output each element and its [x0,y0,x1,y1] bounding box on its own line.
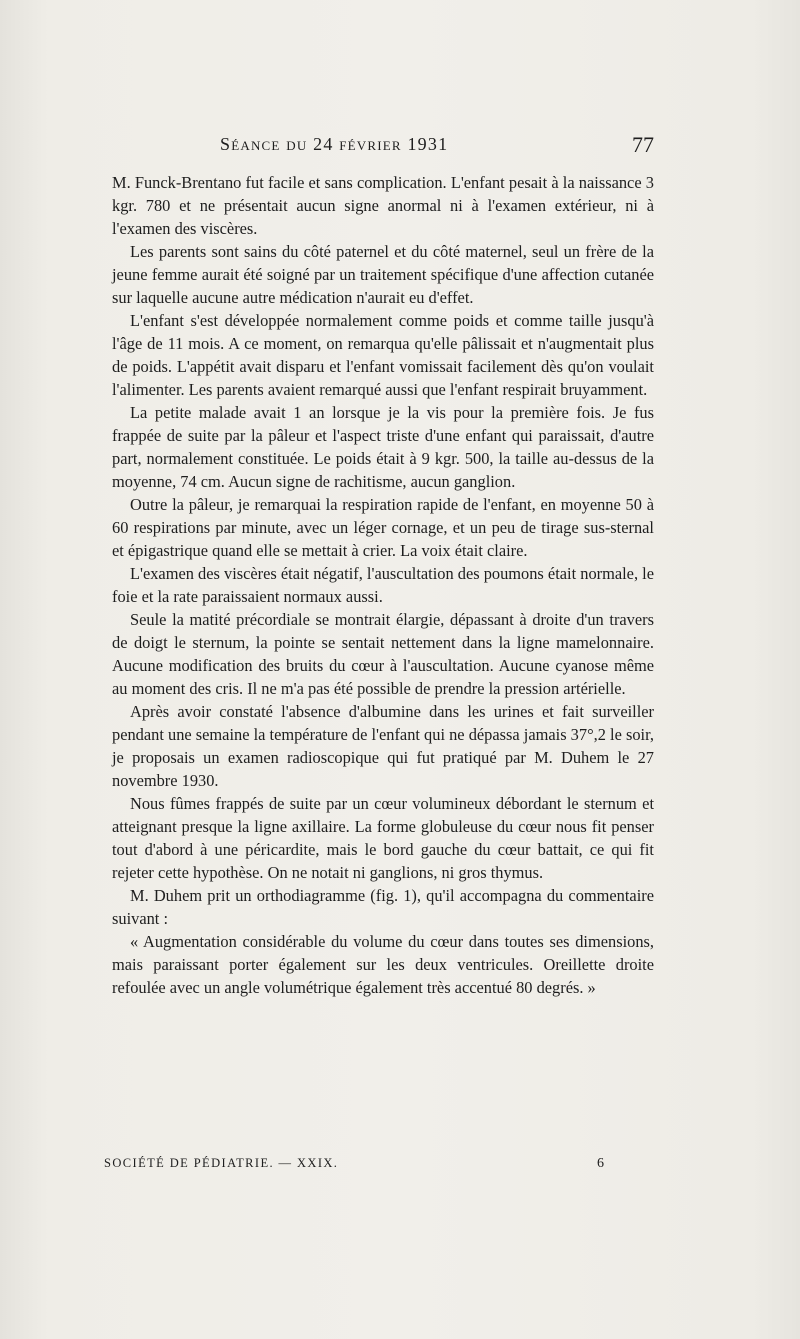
footer-journal: SOCIÉTÉ DE PÉDIATRIE. — XXIX. [104,1156,339,1170]
page-number: 77 [632,132,654,157]
signature-mark: 6 [597,1156,604,1171]
paragraph: Après avoir constaté l'absence d'albumine dans les urines et fait surveiller pendant une semaine la température de l'enfant qui ne dépassa jamais 37°,2 le soir, je proposais un examen radioscopique qui fut pratiqué par M. Duhem le 27 novembre 1930. [112,702,654,790]
page-header [100,132,656,164]
paragraph: Nous fûmes frappés de suite par un cœur volumineux débordant le sternum et atteignant presque la ligne axillaire. La forme globuleuse du cœur nous fit penser tout d'abord à une péricardite, mais le bord gauche du cœur battait, ce qui fit rejeter cette hypothèse. On ne notait ni ganglions, ni gros thymus. [112,794,654,882]
paragraph: Les parents sont sains du côté paternel et du côté maternel, seul un frère de la jeune femme aurait été soigné par un traitement spécifique d'une affection cutanée sur laquelle aucune autre médication n'aurait eu d'effet. [112,242,654,307]
paragraph: La petite malade avait 1 an lorsque je la vis pour la première fois. Je fus frappée de suite par la pâleur et l'aspect triste d'une enfant qui paraissait, d'autre part, normalement constituée. Le poids était à 9 kgr. 500, la taille au-dessus de la moyenne, 74 cm. Aucun signe de rachitisme, aucun ganglion. [112,403,654,491]
paragraph: L'examen des viscères était négatif, l'auscultation des poumons était normale, le foie et la rate paraissaient normaux aussi. [112,564,654,606]
paragraph: Outre la pâleur, je remarquai la respiration rapide de l'enfant, en moyenne 50 à 60 respirations par minute, avec un léger cornage, et un peu de tirage sus-sternal et épigastrique quand elle se mettait à crier. La voix était claire. [112,495,654,560]
paragraph: Seule la matité précordiale se montrait élargie, dépassant à droite d'un travers de doigt le sternum, la pointe se sentait nettement dans la ligne mamelonnaire. Aucune modification des bruits du cœur à l'auscultation. Aucune cyanose même au moment des cris. Il ne m'a pas été possible de prendre la pression artérielle. [112,610,654,698]
paragraph: L'enfant s'est développée normalement comme poids et comme taille jusqu'à l'âge de 11 mois. A ce moment, on remarqua qu'elle pâlissait et n'augmentait plus de poids. L'appétit avait disparu et l'enfant vomissait facilement dès qu'on voulait l'alimenter. Les parents avaient remarqué aussi que l'enfant respirait bruyamment. [112,311,654,399]
page-footer [104,1156,604,1180]
paragraph: « Augmentation considérable du volume du cœur dans toutes ses dimensions, mais paraissant porter également sur les deux ventricules. Oreillette droite refoulée avec un angle volumétrique également très accentué 80 degrés. » [112,932,654,997]
paragraph: M. Duhem prit un orthodiagramme (fig. 1), qu'il accompagna du commentaire suivant : [112,886,654,928]
body-text [112,171,654,999]
paragraph: M. Funck-Brentano fut facile et sans complication. L'enfant pesait à la naissance 3 kgr. 780 et ne présentait aucun signe anormal ni à l'examen extérieur, ni à l'examen des viscères. [112,173,654,238]
running-head: Séance du 24 février 1931 [220,134,449,154]
